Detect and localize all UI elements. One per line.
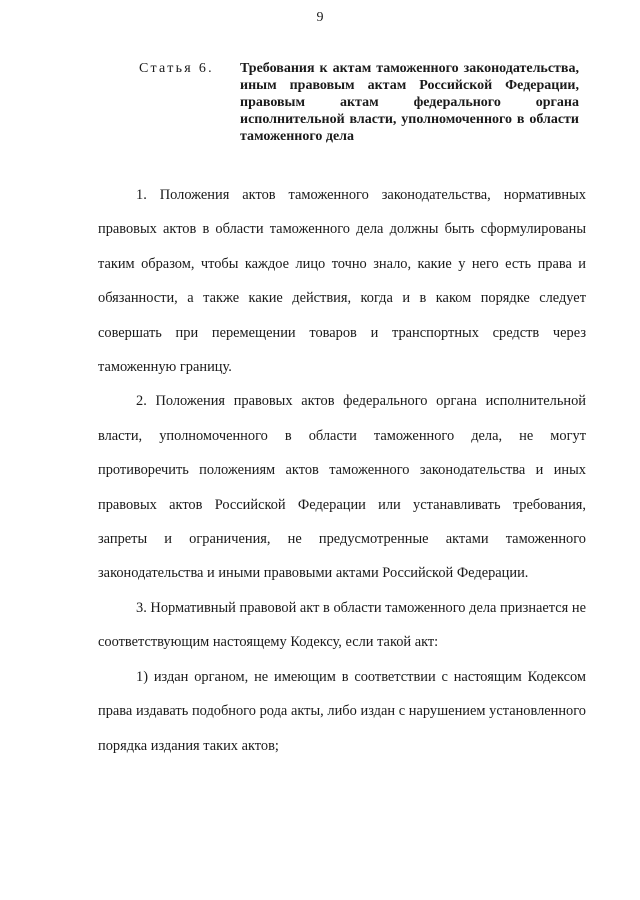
paragraph-3: 3. Нормативный правовой акт в области таможенного дела признается не соответствующим настоящему Кодексу, если такой акт: — [98, 599, 586, 651]
paragraph-1: 1. Положения актов таможенного законодательства, нормативных правовых актов в области таможенного дела должны быть сформулированы таким образом, чтобы каждое лицо точно знало, какие у него есть права и обязанности, а также какие действия, когда и в каком порядке следует совершать при перемещении товаров и транспортных средств через таможенную границу. — [98, 187, 586, 376]
paragraph-3-item-1: 1) издан органом, не имеющим в соответствии с настоящим Кодексом права издавать подобного рода акты, либо издан с нарушением установленного порядка издания таких актов; — [98, 668, 586, 754]
paragraph-2: 2. Положения правовых актов федерального органа исполнительной власти, уполномоченного в области таможенного дела, не могут противоречить положениям актов таможенного законодательства и иных правовых актов Российской Федерации или устанавливать требования, запреты и ограничения, не предусмотренные актами таможенного законодательства и иными правовыми актами Российской Федерации. — [98, 393, 586, 582]
article-title: Требования к актам таможенного законодательства, иным правовым актам Российской Федерации, правовым актам федерального органа исполнительной власти, уполномоченного в области таможенного дела — [240, 61, 579, 144]
page-number: 9 — [316, 10, 324, 25]
article-label: Статья 6. — [139, 61, 214, 76]
article-heading — [139, 60, 579, 145]
article-body — [98, 178, 586, 763]
